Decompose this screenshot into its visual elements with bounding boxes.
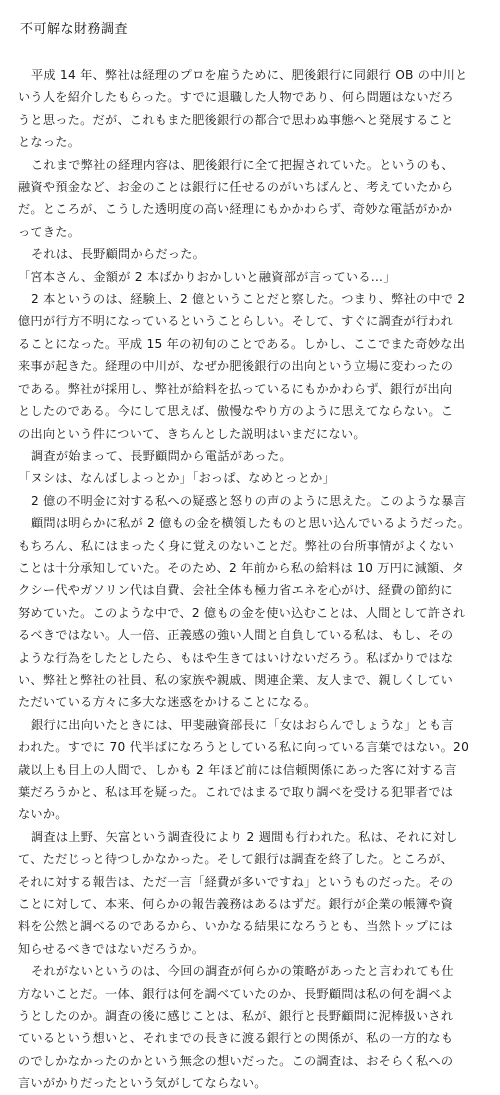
body-line: ないか。 (18, 807, 68, 822)
body-line: それは、長野顧問からだった。 (31, 247, 206, 262)
body-line: われた。すでに 70 代半ばになろうとしている私に向っている言葉ではない。20 (18, 740, 470, 755)
body-line: 2 億の不明金に対する私への疑惑と怒りの声のように思えた。このような暴言 (31, 493, 467, 508)
body-line: ことは十分承知していた。そのため、2 年前から私の給料は 10 万円に減額、タ (18, 560, 465, 575)
body-line: 努めていた。このような中で、2 億もの金を使い込むことは、人間として許され (18, 605, 466, 620)
body-line: 億円が行方不明になっているということらしい。そして、すぐに調査が行われ (18, 314, 454, 329)
body-line: い、弊社と弊社の社員、私の家族や親戚、関連企業、友人まで、親しくしてい (18, 672, 454, 687)
body-line: うと思った。だが、これもまた肥後銀行の都合で思わぬ事態へと発展すること (18, 112, 454, 127)
body-line: 言いがかりだったという気がしてならない。 (18, 1076, 267, 1091)
body-line: これまで弊社の経理内容は、肥後銀行に全て把握されていた。というのも、 (31, 157, 454, 172)
body-line: それに対する報告は、ただ一言「経費が多いですね」というものだった。その (18, 874, 454, 889)
body-line: 2 本というのは、経験上、2 億ということだと察した。つまり、弊社の中で 2 (31, 292, 466, 307)
body-line: である。弊社が採用し、弊社が給料を払っているにもかかわらず、銀行が出向 (18, 381, 453, 396)
body-line: 銀行に出向いたときには、甲斐融資部長に「女はおらんでしょうな」とも言 (31, 717, 454, 732)
body-line: もちろん、私にはまったく身に覚えのないことだ。弊社の台所事情がよくない (18, 538, 455, 553)
body-line: るべきではない。人一倍、正義感の強い人間と自負している私は、もし、その (18, 628, 454, 643)
document-title: 不可解な財務調査 (20, 22, 129, 37)
body-line: となった。 (18, 135, 81, 150)
body-line: て、ただじっと待つしかなかった。そして銀行は調査を終了した。ところが、 (18, 852, 454, 867)
body-line: 顧問は明らかに私が 2 億もの金を横領したものと思い込んでいるようだった。 (31, 516, 471, 531)
body-line: 知らせるべきではないだろうか。 (18, 941, 205, 956)
body-line: 「宮本さん、金額が 2 本ばかりおかしいと融資部が言っている…」 (18, 269, 396, 284)
body-line: のでしかなかったのかという無念の想いだった。この調査は、おそらく私への (18, 1053, 454, 1068)
body-line: ているという想いと、それまでの長きに渡る銀行との関係が、私の一方的なも (18, 1031, 454, 1046)
body-line: 平成 14 年、弊社は経理のプロを雇うために、肥後銀行に同銀行 OB の中川と (31, 68, 468, 82)
body-line: 料を公然と調べるのであるから、いかなる結果になろうとも、当然トップには (18, 919, 453, 934)
body-line: クシー代やガソリン代は自費、会社全体も極力省エネを心がけ、経費の節約に (18, 583, 453, 598)
body-line: それがないというのは、今回の調査が何らかの策略があったと言われても仕 (31, 964, 454, 979)
body-line: いう人を紹介したもらった。すでに退職した人物であり、何ら問題はないだろ (18, 90, 454, 105)
body-line: 融資や預金など、お金のことは銀行に任せるのがいちばんと、考えていたから (18, 180, 454, 195)
document-body (18, 64, 486, 1095)
body-line: 葉だろうかと、私は耳を疑った。これではまるで取り調べを受ける犯罪者では (18, 785, 454, 799)
body-line: としたのである。今にして思えば、傲慢なやり方のように思えてならない。こ (18, 404, 454, 419)
body-line: の出向という件について、きちんとした説明はいまだにない。 (18, 426, 366, 441)
body-line: 方ないことだ。一体、銀行は何を調べていたのか、長野顧問は私の何を調べよ (18, 986, 454, 1001)
body-line: 来事が起きた。経理の中川が、なぜか肥後銀行の出向という立場に変わったの (18, 359, 454, 374)
body-line: 「ヌシは、なんばしよっとか」「おっぱ、なめとっとか」 (18, 471, 336, 486)
body-line: 調査は上野、矢富という調査役により 2 週間も行われた。私は、それに対し (31, 829, 458, 844)
body-line: ってきた。 (18, 224, 81, 239)
body-line: 調査が始まって、長野顧問から電話があった。 (31, 448, 292, 463)
body-line: うとしたのか。調査の後に感じことは、私が、銀行と長野顧問に泥棒扱いされ (18, 1009, 454, 1024)
body-line: 歳以上も目上の人間で、しかも 2 年ほど前には信頼関係にあった客に対する言 (18, 762, 457, 777)
body-line: ただいている方々に多大な迷惑をかけることになる。 (18, 695, 317, 710)
body-line: ことに対して、本来、何らかの報告義務はあるはずだ。銀行が企業の帳簿や資 (18, 897, 454, 912)
body-line: だ。ところが、こうした透明度の高い経理にもかかわらず、奇妙な電話がかか (18, 202, 453, 217)
body-line: ることになった。平成 15 年の初旬のことである。しかし、ここでまた奇妙な出 (18, 336, 466, 351)
body-line: ような行為をしたとしたら、もはや生きてはいけないだろう。私ばかりではな (18, 650, 454, 665)
